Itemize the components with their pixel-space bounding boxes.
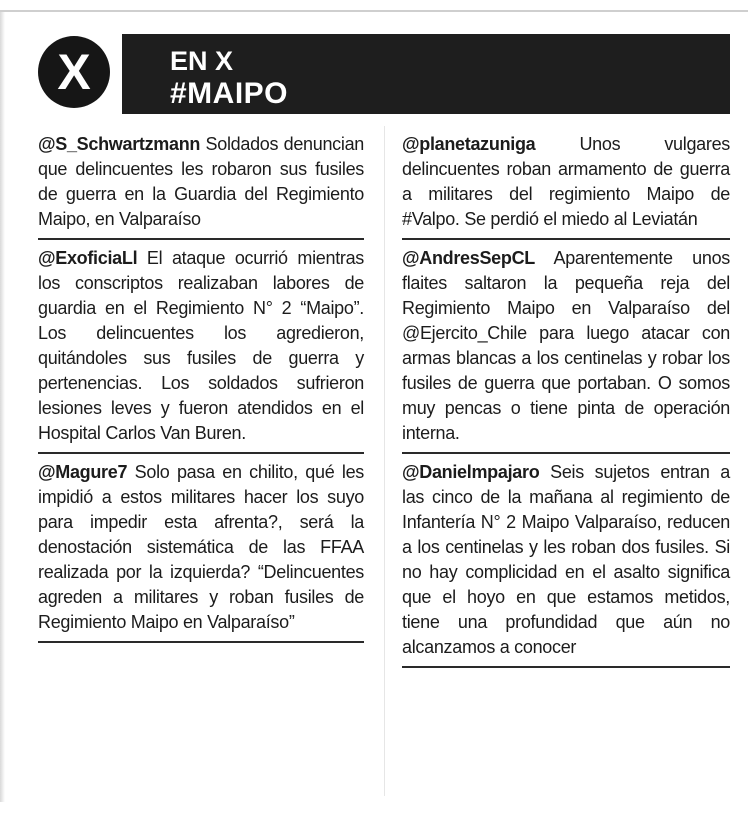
x-logo-icon [38, 36, 110, 108]
post-handle: @planetazuniga [402, 134, 536, 154]
post-handle: @Danielmpajaro [402, 462, 540, 482]
post-item [38, 240, 364, 454]
post-text: Unos vulgares delincuentes roban armamento de guerra a militares del regimiento Maipo de #Valpo. Se perdió el miedo al Leviatán [402, 134, 730, 229]
post-item [38, 126, 364, 240]
post-item [402, 454, 730, 668]
post-body [38, 460, 364, 635]
post-body [402, 132, 730, 232]
section-header [38, 34, 730, 116]
header-bar [122, 34, 730, 114]
header-hashtag: #MAIPO [170, 77, 289, 110]
post-handle: @AndresSepCL [402, 248, 535, 268]
logo-letter: X [57, 44, 91, 100]
post-item [38, 454, 364, 643]
post-body [402, 246, 730, 446]
page-edge [0, 12, 5, 802]
post-handle: @S_Schwartzmann [38, 134, 201, 154]
right-column [402, 126, 730, 668]
post-body [38, 132, 364, 232]
header-title: EN X [170, 46, 234, 76]
post-item [402, 240, 730, 454]
post-text: Seis sujetos entran a las cinco de la mañana al regimiento de Infantería N° 2 Maipo Valparaíso, reducen a los centinelas y les roban dos fusiles. Si no hay complicidad en el asalto significa que el hoyo en que estamos metidos, tiene una profundidad que aún no alcanzamos a conocer [402, 462, 730, 657]
post-handle: @ExoficiaLl [38, 248, 138, 268]
left-column [38, 126, 364, 643]
post-body [402, 460, 730, 660]
post-text: Solo pasa en chilito, qué les impidió a estos militares hacer los suyo para impedir esta afrenta?, será la denostación sistemática de las FFAA realizada por la izquierda? “Delincuentes agreden a militares y roban fusiles de Regimiento Maipo en Valparaíso” [38, 462, 364, 632]
post-item [402, 126, 730, 240]
post-handle: @Magure7 [38, 462, 128, 482]
post-body [38, 246, 364, 446]
post-text: Soldados denuncian que delincuentes les robaron sus fusiles de guerra en la Guardia del Regimiento Maipo, en Valparaíso [38, 134, 365, 229]
post-text: Aparentemente unos flaites saltaron la pequeña reja del Regimiento Maipo en Valparaíso del @Ejercito_Chile para luego atacar con armas blancas a los centinelas y robar los fusiles de guerra que portaban. O somos muy pencas o tiene pinta de operación interna. [402, 248, 730, 443]
post-text: El ataque ocurrió mientras los conscriptos realizaban labores de guardia en el Regimiento N° 2 “Maipo”. Los delincuentes los agredieron, quitándoles sus fusiles de guerra y pertenencias. Los soldados sufrieron lesiones leves y fueron atendidos en el Hospital Carlos Van Buren. [38, 248, 365, 443]
column-divider [384, 126, 385, 796]
top-rule [0, 10, 748, 12]
